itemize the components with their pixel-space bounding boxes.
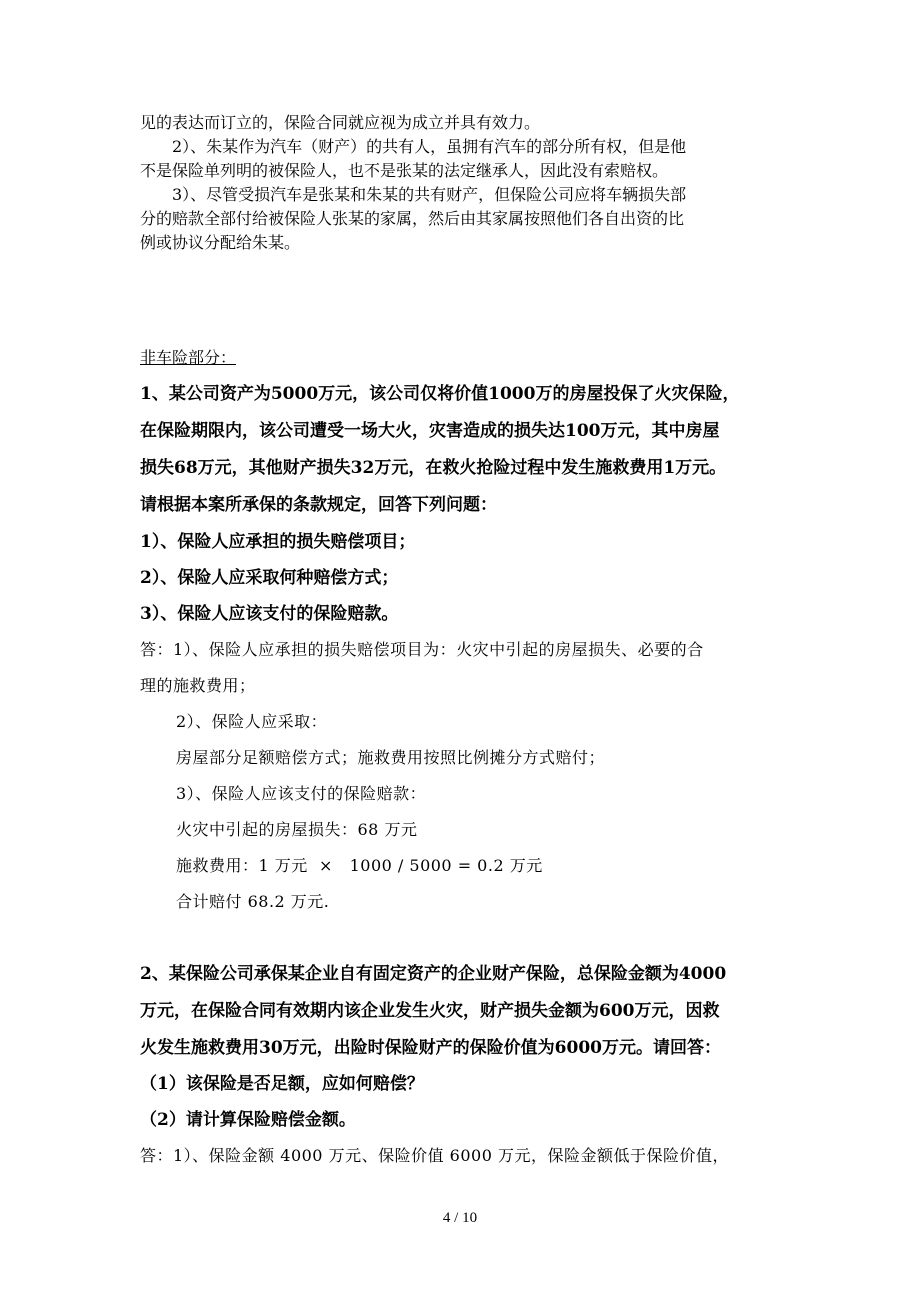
q1-line: 请根据本案所承保的条款规定，回答下列问题： [140,495,497,515]
q1-answer-line: 房屋部分足额赔偿方式；施救费用按照比例摊分方式赔付； [176,748,606,767]
intro-line: 例或协议分配给朱某。 [140,233,301,252]
q2-line: 2、某保险公司承保某企业自有固定资产的企业财产保险，总保险金额为4000 [140,964,727,984]
intro-line: 2）、朱某作为汽车（财产）的共有人，虽拥有汽车的部分所有权，但是他 [172,137,687,156]
page-number: 4 / 10 [442,1210,478,1226]
q1-answer-line: 2）、保险人应采取： [176,712,328,731]
intro-line: 不是保险单列明的被保险人，也不是张某的法定继承人，因此没有索赔权。 [140,161,669,180]
q1-line: 2）、保险人应采取何种赔偿方式； [140,568,399,588]
q1-answer-line: 施救费用：1 万元 × 1000 / 5000 = 0.2 万元 [176,856,543,875]
q1-line: 1、某公司资产为5000万元，该公司仅将价值1000万的房屋投保了火灾保险， [140,384,740,404]
intro-line: 3）、尽管受损汽车是张某和朱某的共有财产，但保险公司应将车辆损失部 [172,185,687,204]
q1-line: 1）、保险人应承担的损失赔偿项目； [140,532,416,552]
q1-line: 在保险期限内，该公司遭受一场大火，灾害造成的损失达100万元，其中房屋 [140,421,720,441]
q2-answer-line: 答：1）、保险金额 4000 万元、保险价值 6000 万元，保险金额低于保险价值， [140,1146,729,1165]
q1-answer-line: 答：1）、保险人应承担的损失赔偿项目为：火灾中引起的房屋损失、必要的合 [140,640,704,659]
q2-line: （2）请计算保险赔偿金额。 [140,1110,356,1130]
q2-line: 火发生施救费用30万元，出险时保险财产的保险价值为6000万元。请回答： [140,1038,721,1058]
q2-line: 万元，在保险合同有效期内该企业发生火灾，财产损失金额为600万元，因救 [140,1001,720,1021]
q1-answer-line: 火灾中引起的房屋损失：68 万元 [176,820,418,839]
q2-line: （1）该保险是否足额，应如何赔偿？ [140,1074,424,1094]
q1-answer-line: 理的施救费用； [140,676,256,695]
q1-answer-line: 合计赔付 68.2 万元. [176,892,330,911]
q1-answer-line: 3）、保险人应该支付的保险赔款： [176,784,427,803]
intro-line: 分的赔款全部付给被保险人张某的家属，然后由其家属按照他们各自出资的比 [140,209,685,228]
q1-line: 损失68万元，其他财产损失32万元，在救火抢险过程中发生施救费用1万元。 [140,458,727,478]
q1-line: 3）、保险人应该支付的保险赔款。 [140,604,399,624]
intro-line: 见的表达而订立的，保险合同就应视为成立并具有效力。 [140,113,541,132]
section-title: 非车险部分： [140,348,237,367]
